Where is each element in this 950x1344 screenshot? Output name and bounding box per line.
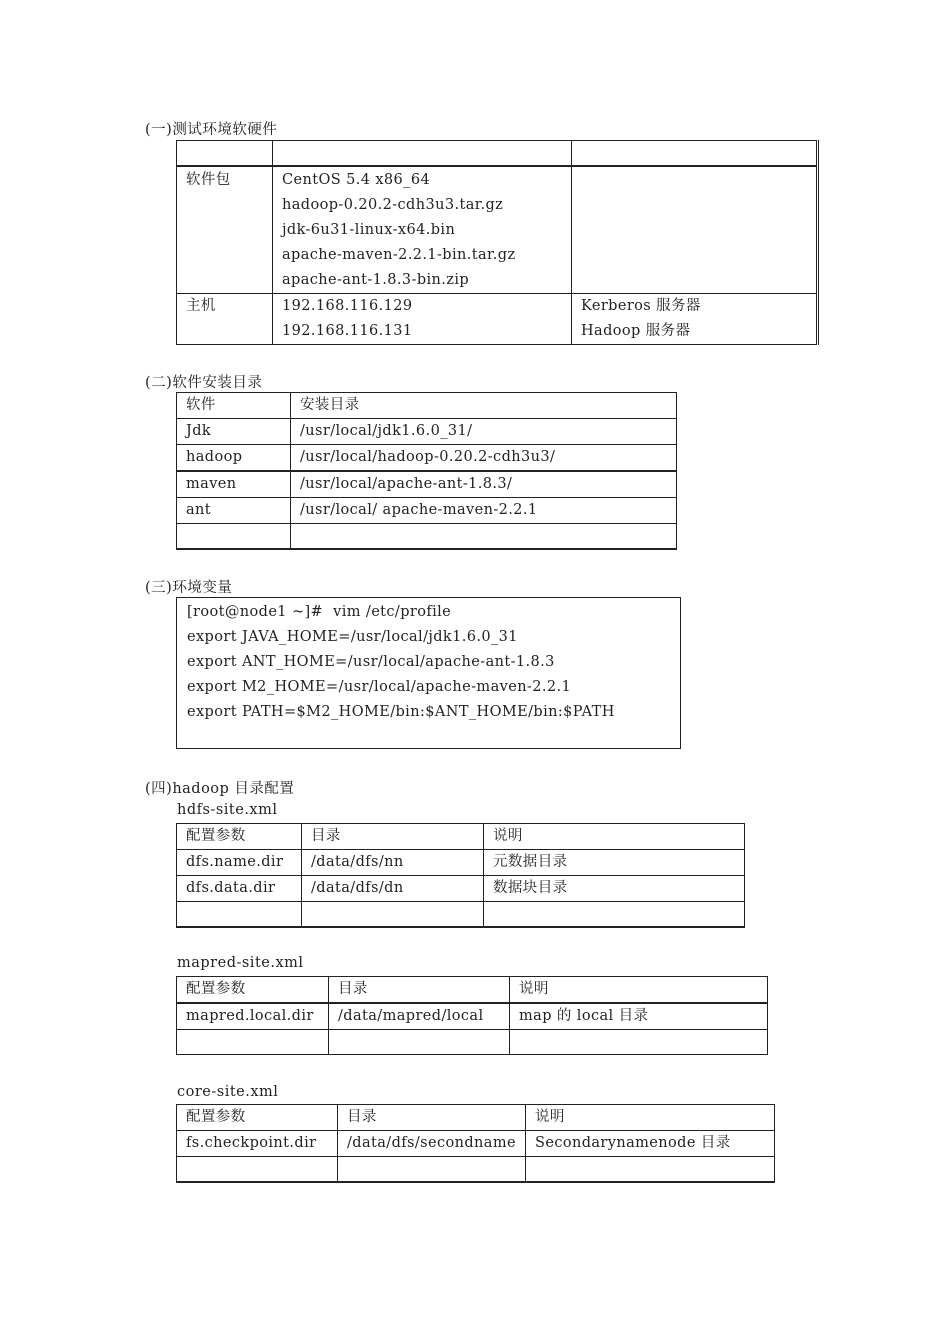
table-row [177, 1131, 775, 1157]
header-cell: 配置参数 [177, 824, 302, 850]
env-vars-code-box [176, 597, 681, 749]
config-desc [510, 1030, 768, 1055]
table-row [177, 876, 745, 902]
software-item: apache-maven-2.2.1-bin.tar.gz [282, 246, 516, 263]
header-cell: 说明 [510, 977, 768, 1004]
table-header-row [177, 1105, 775, 1131]
config-dir: /data/dfs/secondname [338, 1131, 526, 1157]
mapred-file-label: mapred-site.xml [177, 955, 304, 971]
code-line: export ANT_HOME=/usr/local/apache-ant-1.8.3 [187, 654, 555, 670]
software-name: Jdk [177, 419, 291, 445]
section-1-heading: (一)测试环境软硬件 [145, 122, 278, 138]
row-label: 软件包 [177, 166, 273, 294]
table-row [177, 524, 677, 549]
table-header-row [177, 977, 768, 1004]
code-line: export JAVA_HOME=/usr/local/jdk1.6.0_31 [187, 629, 518, 645]
config-dir: /data/dfs/nn [302, 850, 484, 876]
hdfs-file-label: hdfs-site.xml [177, 802, 278, 818]
host-ip: 192.168.116.131 [282, 322, 413, 339]
table-row [177, 419, 677, 445]
config-dir: /data/mapred/local [329, 1003, 510, 1030]
hdfs-config-table [176, 823, 745, 928]
code-line: [root@node1 ~]# vim /etc/profile [187, 604, 452, 620]
host-ip: 192.168.116.129 [282, 297, 413, 314]
install-path: /usr/local/ apache-maven-2.2.1 [291, 498, 677, 524]
software-item: hadoop-0.20.2-cdh3u3.tar.gz [282, 196, 504, 213]
software-name: ant [177, 498, 291, 524]
config-param [177, 1157, 338, 1182]
empty-cell [572, 166, 818, 294]
software-name: hadoop [177, 445, 291, 472]
install-path: /usr/local/hadoop-0.20.2-cdh3u3/ [291, 445, 677, 472]
table-row [177, 1003, 768, 1030]
header-cell: 安装目录 [291, 393, 677, 419]
core-config-table [176, 1104, 775, 1183]
software-item: jdk-6u31-linux-x64.bin [282, 221, 456, 238]
host-role: Kerberos 服务器 [581, 297, 701, 314]
header-cell [572, 141, 818, 166]
header-cell [177, 141, 273, 166]
code-line: export PATH=$M2_HOME/bin:$ANT_HOME/bin:$PATH [187, 704, 615, 720]
header-cell: 说明 [484, 824, 745, 850]
host-role: Hadoop 服务器 [581, 322, 691, 339]
config-param: mapred.local.dir [177, 1003, 329, 1030]
software-name [177, 524, 291, 549]
code-line: export M2_HOME=/usr/local/apache-maven-2.2.1 [187, 679, 572, 695]
software-name: maven [177, 471, 291, 498]
config-desc [526, 1157, 775, 1182]
config-dir [302, 902, 484, 927]
host-list [273, 293, 572, 344]
host-role-list [572, 293, 818, 344]
test-environment-table [176, 140, 819, 345]
table-row [177, 850, 745, 876]
table-row-hosts [177, 293, 818, 344]
core-file-label: core-site.xml [177, 1084, 279, 1100]
config-desc: 数据块目录 [484, 876, 745, 902]
section-4-heading: (四)hadoop 目录配置 [145, 781, 295, 797]
config-dir [338, 1157, 526, 1182]
header-cell: 配置参数 [177, 977, 329, 1004]
software-list [273, 166, 572, 294]
row-label: 主机 [177, 293, 273, 344]
config-param: dfs.name.dir [177, 850, 302, 876]
install-dir-table [176, 392, 677, 550]
install-path: /usr/local/jdk1.6.0_31/ [291, 419, 677, 445]
header-cell [273, 141, 572, 166]
header-cell: 配置参数 [177, 1105, 338, 1131]
header-cell: 说明 [526, 1105, 775, 1131]
section-3-heading: (三)环境变量 [145, 580, 233, 596]
config-desc: 元数据目录 [484, 850, 745, 876]
header-cell: 目录 [329, 977, 510, 1004]
header-cell: 软件 [177, 393, 291, 419]
table-header-row [177, 141, 818, 166]
mapred-config-table [176, 976, 768, 1055]
table-row [177, 1030, 768, 1055]
config-desc: Secondarynamenode 目录 [526, 1131, 775, 1157]
software-item: CentOS 5.4 x86_64 [282, 171, 431, 188]
config-param: dfs.data.dir [177, 876, 302, 902]
table-row [177, 1157, 775, 1182]
header-cell: 目录 [338, 1105, 526, 1131]
header-cell: 目录 [302, 824, 484, 850]
table-row [177, 471, 677, 498]
config-param: fs.checkpoint.dir [177, 1131, 338, 1157]
install-path [291, 524, 677, 549]
install-path: /usr/local/apache-ant-1.8.3/ [291, 471, 677, 498]
config-desc: map 的 local 目录 [510, 1003, 768, 1030]
table-row [177, 445, 677, 472]
table-header-row [177, 393, 677, 419]
config-param [177, 1030, 329, 1055]
config-dir [329, 1030, 510, 1055]
table-header-row [177, 824, 745, 850]
config-desc [484, 902, 745, 927]
software-item: apache-ant-1.8.3-bin.zip [282, 271, 470, 288]
table-row-software [177, 166, 818, 294]
config-param [177, 902, 302, 927]
table-row [177, 902, 745, 927]
table-row [177, 498, 677, 524]
section-2-heading: (二)软件安装目录 [145, 375, 263, 391]
config-dir: /data/dfs/dn [302, 876, 484, 902]
